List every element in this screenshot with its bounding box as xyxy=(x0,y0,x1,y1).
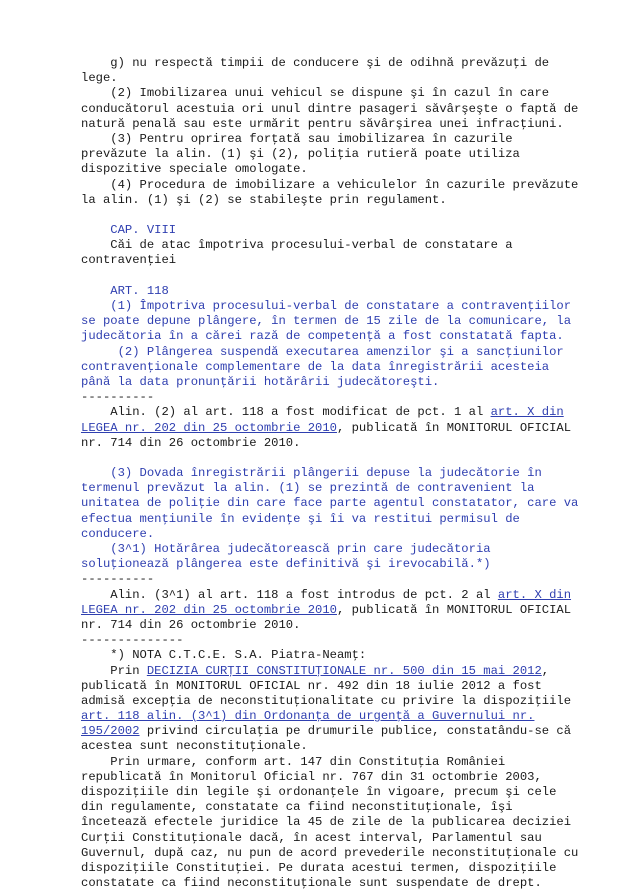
text-span: (3) Pentru oprirea forţată sau imobilizarea în cazurile xyxy=(81,131,513,146)
text-line xyxy=(81,360,618,375)
document-link[interactable]: LEGEA nr. 202 din 25 octombrie 2010 xyxy=(81,602,337,617)
text-span: din regulamente, constatate ca fiind neconstituţionale, îşi xyxy=(81,800,513,815)
text-line xyxy=(81,314,618,329)
highlighted-text: (1) Împotriva procesului-verbal de constatare a contravenţiilor xyxy=(81,299,572,313)
text-span: (2) Imobilizarea unui vehicul se dispune şi în cazul în care xyxy=(81,86,550,101)
text-line xyxy=(81,739,618,754)
text-line xyxy=(81,694,618,709)
document-link[interactable]: art. X din xyxy=(490,405,564,420)
document-link[interactable]: art. 118 alin. (3^1) din Ordonanţa de urgenţă a Guvernului nr. xyxy=(81,709,535,724)
text-line xyxy=(81,162,618,177)
text-span: acestea sunt neconstituţionale. xyxy=(81,739,308,754)
highlighted-text: ART. 118 xyxy=(110,283,169,298)
highlighted-text: până la data pronunţării hotărârii judecătoreşti. xyxy=(81,374,440,389)
text-span: Guvernul, după caz, nu pun de acord prevederile neconstituţionale cu xyxy=(81,845,579,860)
text-span: , publicată în MONITORUL OFICIAL xyxy=(336,420,572,435)
blank-line xyxy=(81,269,618,284)
text-span: prevăzute la alin. (1) şi (2), poliţia rutieră poate utiliza xyxy=(81,147,520,162)
text-line xyxy=(81,481,618,496)
text-line xyxy=(81,770,618,785)
text-span: dispoziţiile din legile şi ordonanţele în vigoare, precum şi cele xyxy=(81,785,557,799)
document-link[interactable]: DECIZIA CURŢII CONSTITUŢIONALE nr. 500 din 15 mai 2012 xyxy=(146,663,542,678)
text-line xyxy=(81,238,618,253)
text-span: constatate ca fiind neconstituţionale sunt suspendate de drept. xyxy=(81,876,542,891)
text-span: Alin. (3^1) al art. 118 a fost introdus de pct. 2 al xyxy=(81,587,498,602)
highlighted-text: se poate depune plângere, în termen de 15 zile de la comunicare, la xyxy=(81,314,572,329)
text-span: , publicată în MONITORUL OFICIAL xyxy=(336,602,572,617)
text-span: republicată în Monitorul Oficial nr. 767 din 31 octombrie 2003, xyxy=(81,769,542,784)
text-span: , xyxy=(541,663,550,678)
text-line xyxy=(81,132,618,147)
text-span: dispoziţiile Constituţiei. Pe durata acestui termen, dispoziţiile xyxy=(81,860,557,875)
document-link[interactable]: 195/2002 xyxy=(81,724,140,739)
text-span: Prin xyxy=(81,663,147,678)
text-line xyxy=(81,876,618,891)
text-span: natură penală sau este urmărit pentru săvârşirea unei infracţiuni. xyxy=(81,116,564,131)
text-line xyxy=(81,512,618,527)
text-line xyxy=(81,679,618,694)
text-line xyxy=(81,648,618,663)
text-span: privind circulaţia pe drumurile publice, constatându-se că xyxy=(139,724,572,739)
text-line xyxy=(81,345,618,360)
text-span: Prin urmare, conform art. 147 din Constituţia României xyxy=(81,754,506,769)
highlighted-text: (3) Dovada înregistrării plângerii depuse la judecătorie în xyxy=(81,466,542,481)
text-span: conducătorul acestuia ori unul dintre pasageri săvârşeşte o faptă de xyxy=(81,101,579,116)
text-line xyxy=(81,329,618,344)
text-line xyxy=(81,588,618,603)
text-line xyxy=(81,390,618,405)
text-span: Căi de atac împotriva procesului-verbal de constatare a xyxy=(81,238,513,253)
text-span: încetează efectele juridice la 45 de zile de la publicarea deciziei xyxy=(81,815,572,830)
highlighted-text: (2) Plângerea suspendă executarea amenzilor şi a sancţiunilor xyxy=(81,344,564,359)
text-line xyxy=(81,846,618,861)
highlighted-text: contravenţionale complementare de la data înregistrării acesteia xyxy=(81,359,550,374)
text-line xyxy=(81,117,618,132)
text-span: admisă excepţia de neconstituţionalitate cu privire la dispoziţiile xyxy=(81,693,572,708)
text-span: la alin. (1) şi (2) se stabileşte prin regulament. xyxy=(81,192,447,207)
text-span: ---------- xyxy=(81,390,155,405)
document-link[interactable]: art. X din xyxy=(497,587,572,602)
text-line xyxy=(81,709,618,724)
text-line xyxy=(81,375,618,390)
highlighted-text: judecătoria în a cărei rază de competenţă a fost constatată fapta. xyxy=(81,329,564,344)
text-line xyxy=(81,147,618,162)
text-span: ---------- xyxy=(81,572,155,587)
highlighted-text: (3^1) Hotărârea judecătorească prin care judecătoria xyxy=(81,542,491,556)
text-span xyxy=(81,284,110,298)
text-line xyxy=(81,405,618,420)
text-span: nr. 714 din 26 octombrie 2010. xyxy=(81,435,301,450)
text-line xyxy=(81,71,618,86)
text-line xyxy=(81,724,618,739)
text-line xyxy=(81,86,618,101)
text-line xyxy=(81,557,618,572)
text-line xyxy=(81,861,618,876)
text-line xyxy=(81,527,618,542)
text-line xyxy=(81,421,618,436)
text-span: g) nu respectă timpii de conducere şi de odihnă prevăzuţi de xyxy=(81,56,550,70)
text-span: contravenţiei xyxy=(81,253,177,268)
text-span xyxy=(81,223,110,237)
text-line xyxy=(81,542,618,557)
text-line xyxy=(81,831,618,846)
text-line xyxy=(81,496,618,511)
text-span: lege. xyxy=(81,71,118,86)
highlighted-text: CAP. VIII xyxy=(110,223,177,238)
text-line xyxy=(81,633,618,648)
text-line xyxy=(81,800,618,815)
text-line xyxy=(81,603,618,618)
text-line xyxy=(81,253,618,268)
text-span: Alin. (2) al art. 118 a fost modificat de pct. 1 al xyxy=(81,405,491,420)
blank-line xyxy=(81,208,618,223)
text-line xyxy=(81,299,618,314)
highlighted-text: termenul prevăzut la alin. (1) se prezintă de contravenient la xyxy=(81,481,535,496)
text-line xyxy=(81,572,618,587)
text-line xyxy=(81,466,618,481)
text-line xyxy=(81,102,618,117)
text-line xyxy=(81,815,618,830)
text-span: -------------- xyxy=(81,633,184,648)
text-span: publicată în MONITORUL OFICIAL nr. 492 din 18 iulie 2012 a fost xyxy=(81,678,542,693)
text-line xyxy=(81,193,618,208)
text-span: nr. 714 din 26 octombrie 2010. xyxy=(81,617,301,632)
highlighted-text: efectua menţiunile în evidenţe şi îi va restitui permisul de xyxy=(81,511,520,526)
text-line xyxy=(81,436,618,451)
document-link[interactable]: LEGEA nr. 202 din 25 octombrie 2010 xyxy=(81,420,337,435)
blank-line xyxy=(81,451,618,466)
highlighted-text: conducere. xyxy=(81,526,155,541)
text-span: *) NOTA C.T.C.E. S.A. Piatra-Neamţ: xyxy=(81,648,367,663)
highlighted-text: unitatea de poliţie din care face parte agentul constatator, care va xyxy=(81,496,579,511)
text-line xyxy=(81,178,618,193)
text-span: (4) Procedura de imobilizare a vehiculelor în cazurile prevăzute xyxy=(81,177,579,192)
text-line xyxy=(81,755,618,770)
text-line xyxy=(81,284,618,299)
text-line xyxy=(81,618,618,633)
text-line xyxy=(81,664,618,679)
text-span: dispozitive speciale omologate. xyxy=(81,162,308,177)
text-line xyxy=(81,223,618,238)
highlighted-text: soluţionează plângerea este definitivă şi irevocabilă.*) xyxy=(81,557,491,572)
text-span: Curţii Constituţionale dacă, în acest interval, Parlamentul sau xyxy=(81,830,542,845)
text-line xyxy=(81,56,618,71)
text-line xyxy=(81,785,618,800)
